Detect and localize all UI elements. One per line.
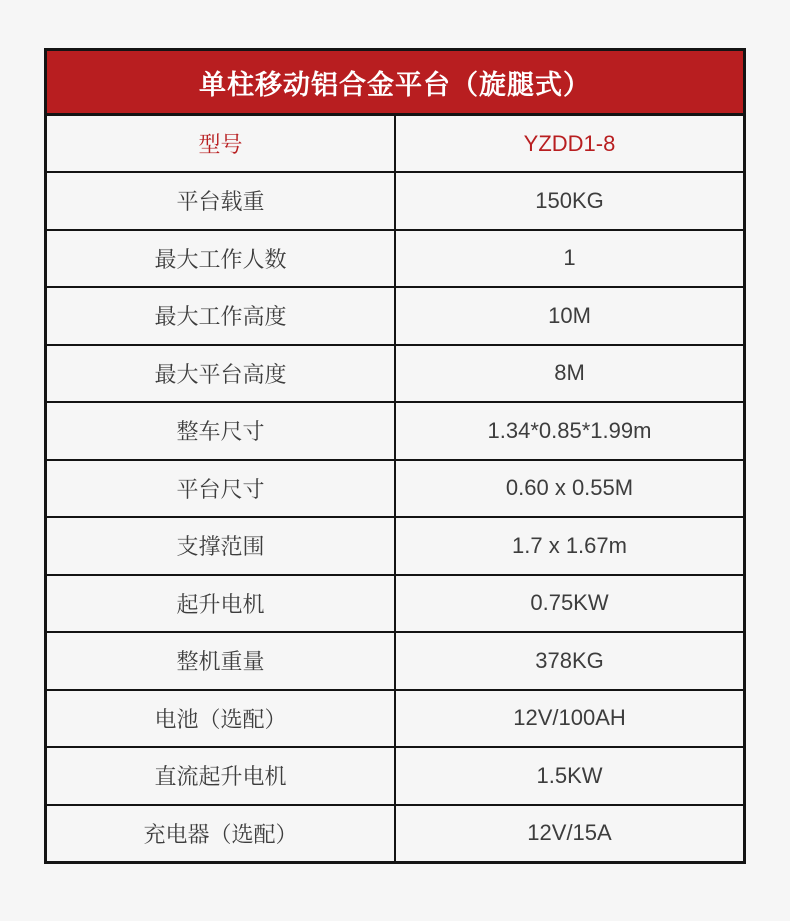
row-label: 最大平台高度 <box>46 345 396 403</box>
row-label: 平台尺寸 <box>46 460 396 518</box>
row-label: 型号 <box>46 115 396 173</box>
table-row <box>46 805 745 863</box>
table-row <box>46 172 745 230</box>
row-label: 电池（选配） <box>46 690 396 748</box>
row-value: 10M <box>395 287 745 345</box>
row-label: 最大工作人数 <box>46 230 396 288</box>
row-value: 12V/100AH <box>395 690 745 748</box>
table-row <box>46 287 745 345</box>
row-label: 直流起升电机 <box>46 747 396 805</box>
row-value: 1.5KW <box>395 747 745 805</box>
row-value: 8M <box>395 345 745 403</box>
row-value: 150KG <box>395 172 745 230</box>
table-row <box>46 345 745 403</box>
row-value: YZDD1-8 <box>395 115 745 173</box>
spec-table-body <box>46 115 745 863</box>
row-value: 0.75KW <box>395 575 745 633</box>
table-row <box>46 632 745 690</box>
row-value: 1 <box>395 230 745 288</box>
title-row <box>46 50 745 115</box>
table-row <box>46 575 745 633</box>
row-label: 最大工作高度 <box>46 287 396 345</box>
row-label: 支撑范围 <box>46 517 396 575</box>
table-row <box>46 230 745 288</box>
row-value: 1.34*0.85*1.99m <box>395 402 745 460</box>
table-row <box>46 460 745 518</box>
spec-table <box>44 48 746 864</box>
row-label: 充电器（选配） <box>46 805 396 863</box>
spec-sheet <box>44 48 746 864</box>
table-row <box>46 690 745 748</box>
row-label: 整车尺寸 <box>46 402 396 460</box>
table-title: 单柱移动铝合金平台（旋腿式） <box>46 50 745 115</box>
table-row <box>46 517 745 575</box>
row-label: 整机重量 <box>46 632 396 690</box>
row-value: 1.7 x 1.67m <box>395 517 745 575</box>
table-row <box>46 402 745 460</box>
row-value: 378KG <box>395 632 745 690</box>
row-label: 平台载重 <box>46 172 396 230</box>
table-row <box>46 115 745 173</box>
row-label: 起升电机 <box>46 575 396 633</box>
row-value: 0.60 x 0.55M <box>395 460 745 518</box>
row-value: 12V/15A <box>395 805 745 863</box>
spec-table-header <box>46 50 745 115</box>
table-row <box>46 747 745 805</box>
